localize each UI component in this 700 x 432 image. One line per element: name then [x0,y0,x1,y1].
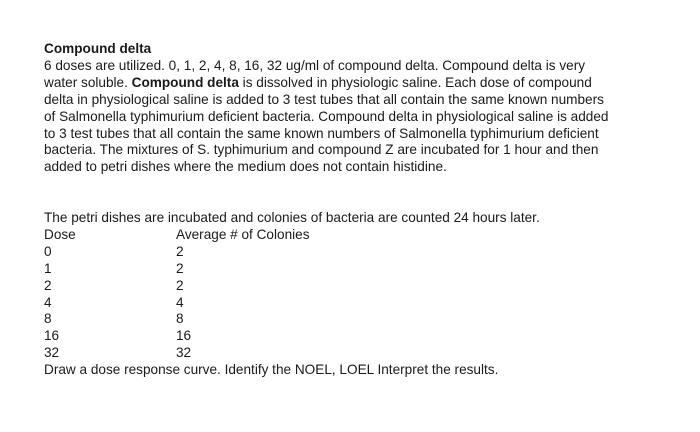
paragraph-line-7: added to petri dishes where the medium does not contain histidine. [44,159,447,175]
dose-cell: 2 [44,277,52,293]
colonies-cell: 2 [176,260,184,276]
colonies-cell: 4 [176,294,184,310]
colonies-cell: 32 [176,345,192,361]
heading-compound-delta: Compound delta [44,41,152,56]
colonies-cell: 8 [176,311,184,327]
table-header-row [44,227,674,244]
dose-cell: 1 [44,260,52,276]
results-intro: The petri dishes are incubated and colonies of bacteria are counted 24 hours later. [44,210,540,225]
table-row [44,328,674,345]
colonies-cell: 16 [176,328,192,344]
colonies-cell: 2 [176,243,184,259]
dose-cell: 4 [44,294,52,310]
colonies-cell: 2 [176,277,184,293]
paragraph-line-4: of Salmonella typhimurium deficient bacteria. Compound delta in physiological saline is added [44,108,609,124]
dose-cell: 8 [44,311,52,327]
table-row [44,278,674,295]
paragraph-line-2 [44,75,674,92]
paragraph-line-3: delta in physiological saline is added to 3 test tubes that all contain the same known numbers [44,91,604,107]
dose-cell: 32 [44,345,60,361]
table-row [44,311,674,328]
table-row [44,345,674,362]
table-row [44,295,674,312]
header-dose: Dose [44,226,76,242]
paragraph-line-2-pre: water soluble. [44,74,132,90]
dose-cell: 0 [44,243,52,259]
dose-cell: 16 [44,328,60,344]
bold-compound-delta: Compound delta [131,74,239,90]
header-average-colonies: Average # of Colonies [176,226,310,242]
intro-section [44,41,674,176]
paragraph-line-5: to 3 test tubes that all contain the same known numbers of Salmonella typhimurium deficient [44,125,599,141]
paragraph-line-2-post: is dissolved in physiologic saline. Each dose of compound [238,74,592,90]
results-section [44,210,674,379]
paragraph-line-1: 6 doses are utilized. 0, 1, 2, 4, 8, 16, 32 ug/ml of compound delta. Compound delta is very [44,57,586,73]
paragraph-line-6: bacteria. The mixtures of S. typhimurium and compound Z are incubated for 1 hour and then [44,142,599,158]
instruction-text: Draw a dose response curve. Identify the NOEL, LOEL Interpret the results. [44,362,499,378]
table-row [44,244,674,261]
table-row [44,261,674,278]
